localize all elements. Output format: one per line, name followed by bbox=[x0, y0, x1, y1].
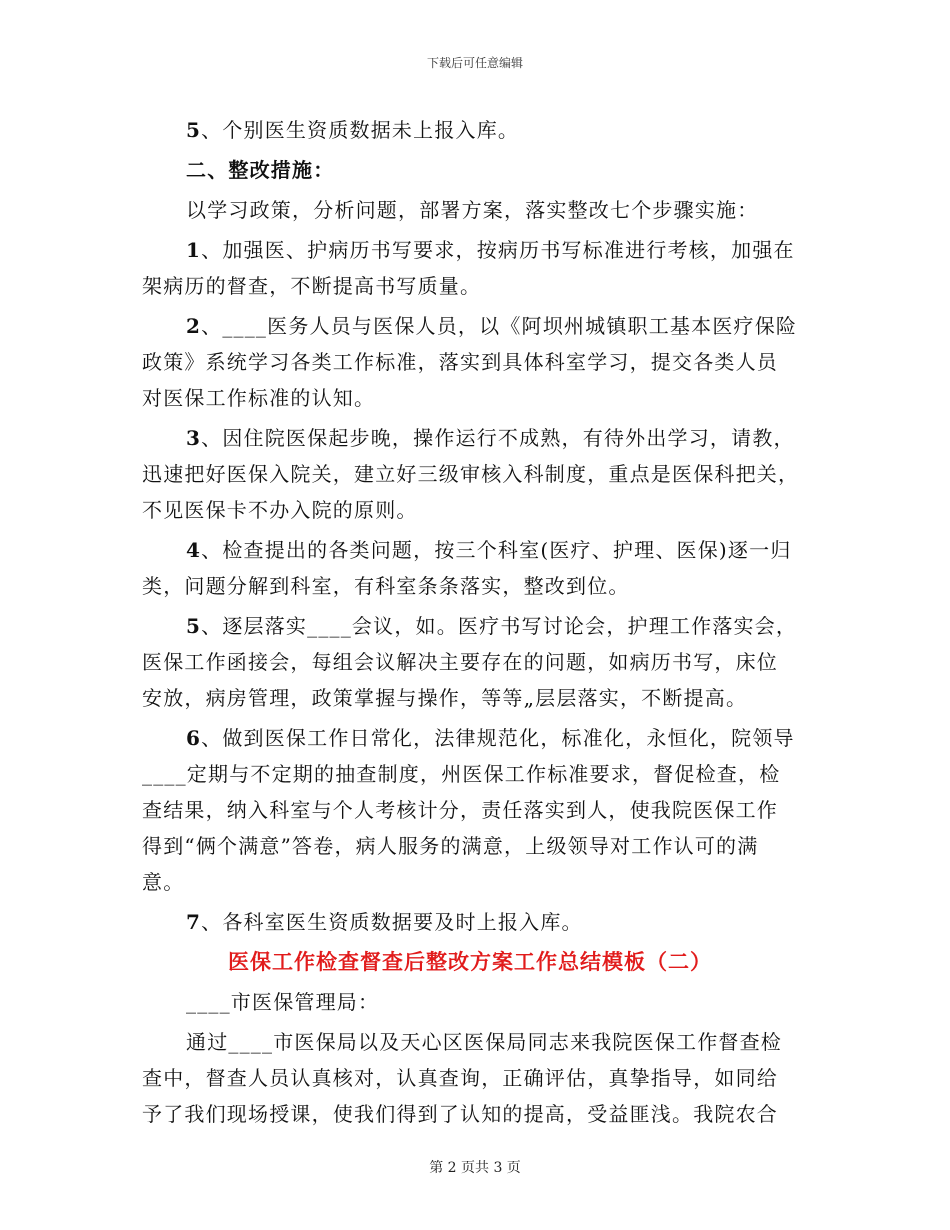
paragraph-line: 安放，病房管理，政策掌握与操作，等等„层层落实，不断提高。 bbox=[142, 686, 748, 710]
list-item bbox=[142, 420, 812, 456]
document-title: 医保工作检查督查后整改方案工作总结模板（二） bbox=[228, 949, 712, 974]
list-item bbox=[142, 112, 812, 148]
paragraph-line: 医保工作函接会，每组会议解决主要存在的问题，如病历书写，床位 bbox=[142, 650, 778, 674]
item-number: 4 bbox=[186, 538, 202, 562]
page-footer: 第 2 页共 3 页 bbox=[429, 1160, 521, 1176]
paragraph-line: 得到“俩个满意”答卷，病人服务的满意，上级领导对工作认可的满 bbox=[142, 834, 759, 858]
paragraph-text: 、____医务人员与医保人员，以《阿坝州城镇职工基本医疗保险 bbox=[201, 314, 798, 338]
paragraph-line: 意。 bbox=[142, 870, 185, 894]
list-item bbox=[142, 608, 812, 644]
list-item bbox=[142, 532, 812, 568]
paragraph-text: 、逐层落实____会议，如。医疗书写讨论会，护理工作落实会， bbox=[201, 614, 798, 638]
paragraph-line: 政策》系统学习各类工作标准，落实到具体科室学习，提交各类人员 bbox=[142, 350, 778, 374]
list-item bbox=[142, 720, 812, 756]
document-body bbox=[142, 108, 812, 1132]
paragraph-line: ____定期与不定期的抽查制度，州医保工作标准要求，督促检查，检 bbox=[142, 762, 781, 786]
item-number: 3 bbox=[186, 426, 202, 450]
paragraph-text: 、因住院医保起步晚，操作运行不成熟，有待外出学习，请教， bbox=[201, 426, 795, 450]
list-item bbox=[142, 904, 812, 940]
paragraph-line: 通过____市医保局以及天心区医保局同志来我院医保工作督查检 bbox=[186, 1030, 782, 1054]
paragraph-text: 、加强医、护病历书写要求，按病历书写标准进行考核，加强在 bbox=[201, 238, 795, 262]
list-item bbox=[142, 232, 812, 268]
paragraph-line: 不见医保卡不办入院的原则。 bbox=[142, 498, 418, 522]
section-heading: 二、整改措施： bbox=[186, 158, 335, 182]
item-number: 5 bbox=[186, 614, 202, 638]
paragraph-line: 以学习政策，分析问题，部署方案，落实整改七个步骤实施： bbox=[186, 198, 759, 222]
paragraph-text: 、检查提出的各类问题，按三个科室(医疗、护理、医保)逐一归 bbox=[201, 538, 792, 562]
paragraph-text: 、做到医保工作日常化，法律规范化，标准化，永恒化，院领导 bbox=[201, 726, 795, 750]
salutation-line: ____市医保管理局： bbox=[186, 990, 380, 1014]
item-number: 1 bbox=[186, 238, 202, 262]
paragraph-line: 予了我们现场授课，使我们得到了认知的提高，受益匪浅。我院农合 bbox=[142, 1102, 778, 1126]
paragraph-line: 架病历的督查，不断提高书写质量。 bbox=[142, 274, 482, 298]
paragraph-line: 迅速把好医保入院关，建立好三级审核入科制度，重点是医保科把关， bbox=[142, 462, 800, 486]
item-number: 2 bbox=[186, 314, 202, 338]
page-header: 下载后可任意编辑 bbox=[426, 56, 523, 70]
item-number: 7 bbox=[186, 910, 202, 934]
paragraph-line: 对医保工作标准的认知。 bbox=[142, 386, 376, 410]
paragraph-text: 、个别医生资质数据未上报入库。 bbox=[201, 118, 520, 142]
list-item bbox=[142, 308, 812, 344]
paragraph-text: 、各科室医生资质数据要及时上报入库。 bbox=[201, 910, 583, 934]
item-number: 5 bbox=[186, 118, 202, 142]
item-number: 6 bbox=[186, 726, 202, 750]
paragraph-line: 查中，督查人员认真核对，认真查询，正确评估，真挚指导，如同给 bbox=[142, 1066, 778, 1090]
paragraph-line: 查结果，纳入科室与个人考核计分，责任落实到人，使我院医保工作 bbox=[142, 798, 778, 822]
paragraph-line: 类，问题分解到科室，有科室条条落实，整改到位。 bbox=[142, 574, 630, 598]
